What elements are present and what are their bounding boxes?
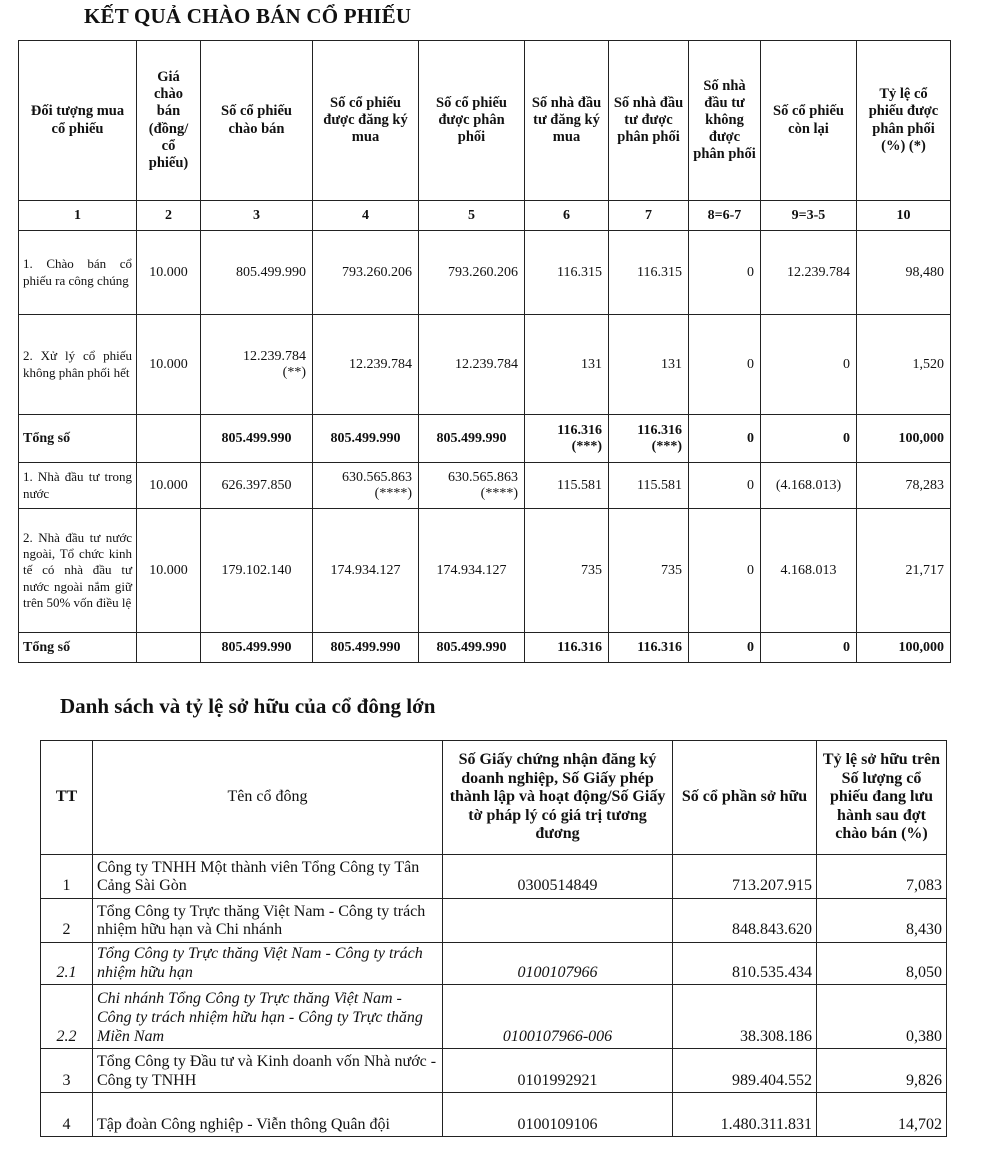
cell-remaining: 4.168.013 (761, 509, 857, 633)
cell-investors-distributed: 116.316 (609, 633, 689, 663)
cell-tt: 2.1 (41, 943, 93, 985)
cell-shareholder: Tổng Công ty Trực thăng Việt Nam - Công ty trách nhiệm hữu hạn (93, 943, 443, 985)
col-header-ownership-ratio: Tỷ lệ sở hữu trên Số lượng cổ phiếu đang lưu hành sau đợt chào bán (%) (817, 741, 947, 855)
cell-value: 116.316 (637, 422, 682, 438)
cell-remaining: 0 (761, 633, 857, 663)
cell-ratio: 98,480 (857, 231, 951, 315)
cell-offered: 805.499.990 (201, 231, 313, 315)
cell-remaining: 0 (761, 415, 857, 463)
cell-price: 10.000 (137, 463, 201, 509)
cell-offered: 805.499.990 (201, 633, 313, 663)
row-label: 2. Nhà đầu tư nước ngoài, Tổ chức kinh tế có nhà đầu tư nước ngoài nắm giữ trên 50% vốn điều lệ (19, 509, 137, 633)
cell-shares: 810.535.434 (673, 943, 817, 985)
index-cell: 4 (313, 201, 419, 231)
col-header-remaining: Số cổ phiếu còn lại (761, 41, 857, 201)
cell-investors-registered (525, 415, 609, 463)
cell-investors-distributed: 115.581 (609, 463, 689, 509)
cell-ownership-ratio: 8,050 (817, 943, 947, 985)
cell-registration: 0100107966-006 (443, 985, 673, 1049)
table-row (41, 1049, 947, 1093)
col-header-distributed: Số cổ phiếu được phân phối (419, 41, 525, 201)
col-header-investors-not-distributed: Số nhà đầu tư không được phân phối (689, 41, 761, 201)
cell-shareholder: Công ty TNHH Một thành viên Tổng Công ty Tân Cảng Sài Gòn (93, 855, 443, 899)
cell-offered: 626.397.850 (201, 463, 313, 509)
cell-ratio: 100,000 (857, 633, 951, 663)
index-cell: 2 (137, 201, 201, 231)
index-cell: 1 (19, 201, 137, 231)
cell-shareholder: Chi nhánh Tổng Công ty Trực thăng Việt Nam - Công ty trách nhiệm hữu hạn - Công ty Trực thăng Miền Nam (93, 985, 443, 1049)
cell-investors-distributed: 116.315 (609, 231, 689, 315)
table-row (19, 231, 951, 315)
col-header-shares: Số cổ phần sở hữu (673, 741, 817, 855)
cell-investors-not-distributed: 0 (689, 509, 761, 633)
cell-price (137, 415, 201, 463)
cell-remaining: 12.239.784 (761, 231, 857, 315)
table-row (19, 463, 951, 509)
cell-registered: 12.239.784 (313, 315, 419, 415)
index-cell: 10 (857, 201, 951, 231)
index-cell: 6 (525, 201, 609, 231)
cell-registered: 805.499.990 (313, 415, 419, 463)
cell-shares: 989.404.552 (673, 1049, 817, 1093)
col-header-shareholder: Tên cổ đông (93, 741, 443, 855)
cell-shares: 713.207.915 (673, 855, 817, 899)
header-row (41, 741, 947, 855)
footnote-mark: (**) (282, 364, 306, 380)
cell-offered-value: 12.239.784 (243, 348, 306, 364)
cell-ratio: 21,717 (857, 509, 951, 633)
row-label: Tổng số (19, 415, 137, 463)
cell-investors-registered: 131 (525, 315, 609, 415)
col-header-investors-registered: Số nhà đầu tư đăng ký mua (525, 41, 609, 201)
cell-investors-distributed: 131 (609, 315, 689, 415)
cell-registration (443, 899, 673, 943)
cell-ownership-ratio: 8,430 (817, 899, 947, 943)
cell-offered (201, 315, 313, 415)
cell-shares: 848.843.620 (673, 899, 817, 943)
cell-ratio: 1,520 (857, 315, 951, 415)
row-label: 2. Xử lý cổ phiếu không phân phối hết (19, 315, 137, 415)
total-row (19, 633, 951, 663)
cell-ratio: 100,000 (857, 415, 951, 463)
cell-distributed: 12.239.784 (419, 315, 525, 415)
row-label: 1. Chào bán cổ phiếu ra công chúng (19, 231, 137, 315)
table-row (19, 509, 951, 633)
col-header-registration: Số Giấy chứng nhận đăng ký doanh nghiệp, Số Giấy phép thành lập và hoạt động/Số Giấy tờ pháp lý có giá trị tương đương (443, 741, 673, 855)
table-row (41, 943, 947, 985)
table-row (41, 855, 947, 899)
footnote-mark: (****) (374, 485, 412, 501)
table-row (41, 985, 947, 1049)
cell-distributed (419, 463, 525, 509)
cell-registered: 174.934.127 (313, 509, 419, 633)
cell-ownership-ratio: 7,083 (817, 855, 947, 899)
col-header-offered: Số cổ phiếu chào bán (201, 41, 313, 201)
major-shareholders-title: Danh sách và tỷ lệ sở hữu của cổ đông lớn (60, 694, 436, 718)
footnote-mark: (***) (571, 438, 602, 454)
cell-distributed: 174.934.127 (419, 509, 525, 633)
cell-ownership-ratio: 14,702 (817, 1093, 947, 1137)
footnote-mark: (****) (480, 485, 518, 501)
cell-registration: 0101992921 (443, 1049, 673, 1093)
cell-shares: 38.308.186 (673, 985, 817, 1049)
cell-investors-registered: 115.581 (525, 463, 609, 509)
cell-price: 10.000 (137, 231, 201, 315)
total-row (19, 415, 951, 463)
cell-value: 630.565.863 (342, 469, 412, 485)
cell-investors-not-distributed: 0 (689, 415, 761, 463)
cell-shares: 1.480.311.831 (673, 1093, 817, 1137)
col-header-price: Giá chào bán (đồng/ cổ phiếu) (137, 41, 201, 201)
cell-distributed: 793.260.206 (419, 231, 525, 315)
header-row (19, 41, 951, 201)
cell-price: 10.000 (137, 509, 201, 633)
cell-registration: 0300514849 (443, 855, 673, 899)
cell-tt: 2 (41, 899, 93, 943)
index-row (19, 201, 951, 231)
cell-tt: 4 (41, 1093, 93, 1137)
cell-distributed: 805.499.990 (419, 633, 525, 663)
offering-results-table (18, 40, 951, 663)
cell-investors-distributed: 735 (609, 509, 689, 633)
cell-price: 10.000 (137, 315, 201, 415)
index-cell: 9=3-5 (761, 201, 857, 231)
footnote-mark: (***) (651, 438, 682, 454)
cell-investors-not-distributed: 0 (689, 315, 761, 415)
col-header-registered: Số cổ phiếu được đăng ký mua (313, 41, 419, 201)
cell-ownership-ratio: 0,380 (817, 985, 947, 1049)
cell-shareholder: Tổng Công ty Trực thăng Việt Nam - Công ty trách nhiệm hữu hạn và Chi nhánh (93, 899, 443, 943)
cell-investors-not-distributed: 0 (689, 633, 761, 663)
row-label: 1. Nhà đầu tư trong nước (19, 463, 137, 509)
cell-investors-registered: 116.316 (525, 633, 609, 663)
cell-investors-registered: 116.315 (525, 231, 609, 315)
cell-registered: 793.260.206 (313, 231, 419, 315)
cell-registration: 0100107966 (443, 943, 673, 985)
offering-results-title: KẾT QUẢ CHÀO BÁN CỔ PHIẾU (84, 4, 412, 28)
col-header-buyer: Đối tượng mua cổ phiếu (19, 41, 137, 201)
cell-investors-not-distributed: 0 (689, 231, 761, 315)
major-shareholders-table (40, 740, 947, 1137)
cell-remaining: (4.168.013) (761, 463, 857, 509)
index-cell: 7 (609, 201, 689, 231)
cell-investors-registered: 735 (525, 509, 609, 633)
col-header-ratio: Tỷ lệ cổ phiếu được phân phối (%) (*) (857, 41, 951, 201)
cell-registration: 0100109106 (443, 1093, 673, 1137)
col-header-investors-distributed: Số nhà đầu tư được phân phối (609, 41, 689, 201)
cell-price (137, 633, 201, 663)
col-header-tt: TT (41, 741, 93, 855)
cell-ratio: 78,283 (857, 463, 951, 509)
cell-investors-distributed (609, 415, 689, 463)
cell-value: 630.565.863 (448, 469, 518, 485)
cell-tt: 1 (41, 855, 93, 899)
cell-offered: 805.499.990 (201, 415, 313, 463)
cell-value: 116.316 (557, 422, 602, 438)
index-cell: 8=6-7 (689, 201, 761, 231)
cell-ownership-ratio: 9,826 (817, 1049, 947, 1093)
cell-tt: 3 (41, 1049, 93, 1093)
cell-investors-not-distributed: 0 (689, 463, 761, 509)
row-label: Tổng số (19, 633, 137, 663)
cell-shareholder: Tập đoàn Công nghiệp - Viễn thông Quân đội (93, 1093, 443, 1137)
cell-tt: 2.2 (41, 985, 93, 1049)
cell-offered: 179.102.140 (201, 509, 313, 633)
cell-registered (313, 463, 419, 509)
cell-distributed: 805.499.990 (419, 415, 525, 463)
index-cell: 5 (419, 201, 525, 231)
cell-shareholder: Tổng Công ty Đầu tư và Kinh doanh vốn Nhà nước - Công ty TNHH (93, 1049, 443, 1093)
table-row (41, 899, 947, 943)
table-row (41, 1093, 947, 1137)
cell-remaining: 0 (761, 315, 857, 415)
cell-registered: 805.499.990 (313, 633, 419, 663)
index-cell: 3 (201, 201, 313, 231)
table-row (19, 315, 951, 415)
